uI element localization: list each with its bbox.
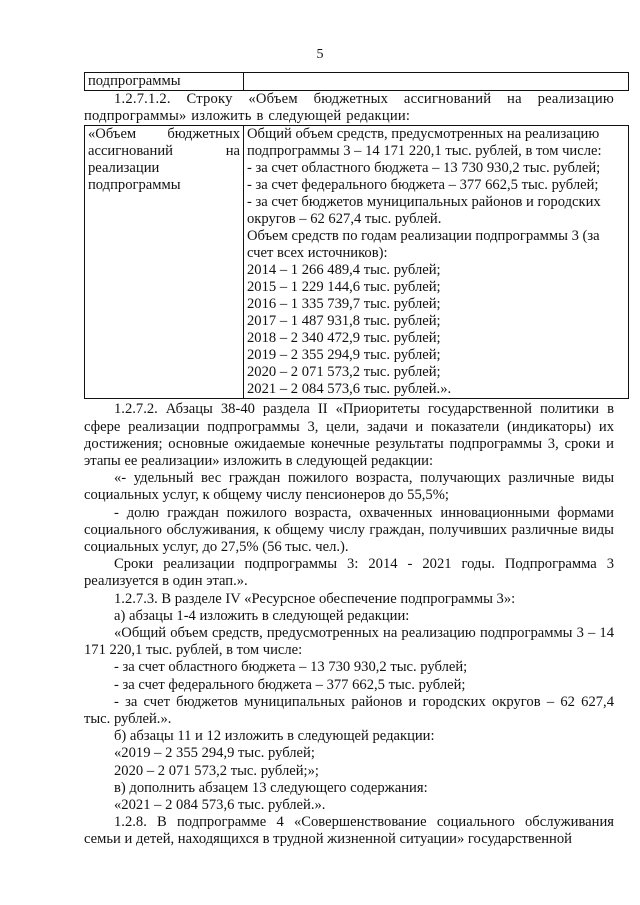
year-line: 2017 – 1 487 931,8 тыс. рублей; bbox=[247, 313, 441, 330]
year-line: 2021 – 2 084 573,6 тыс. рублей.». bbox=[247, 381, 452, 398]
paragraph: - за счет бюджетов муниципальных районов и городских округов – 62 627,4 тыс. рублей.». bbox=[84, 693, 614, 728]
value-line: Общий объем средств, предусмотренных на реализацию bbox=[247, 126, 600, 143]
paragraph: Сроки реализации подпрограммы 3: 2014 - 2021 годы. Подпрограмма 3 реализуется в один этап.». bbox=[84, 556, 614, 590]
value-line: счет всех источников): bbox=[247, 245, 388, 262]
value-line: Объем средств по годам реализации подпрограммы 3 (за bbox=[247, 228, 600, 245]
paragraph: «- удельный вес граждан пожилого возраста, получающих различные виды социальных услуг, к общему числу пенсионеров до 55,5%; bbox=[84, 470, 614, 504]
paragraph: - за счет федерального бюджета – 377 662,5 тыс. рублей; bbox=[114, 676, 466, 693]
budget-table bbox=[84, 125, 629, 399]
paragraph: - за счет областного бюджета – 13 730 930,2 тыс. рублей; bbox=[114, 659, 468, 676]
budget-table-label bbox=[85, 126, 244, 399]
paragraph: «2021 – 2 084 573,6 тыс. рублей.». bbox=[114, 797, 326, 814]
paragraph: 2020 – 2 071 573,2 тыс. рублей;»; bbox=[114, 762, 319, 779]
paragraph: - долю граждан пожилого возраста, охваченных инновационными формами социального обслуживания, к общему числу граждан, получивших различные виды социальных услуг, до 27,5% (56 тыс. чел.). bbox=[84, 504, 614, 556]
paragraph: в) дополнить абзацем 13 следующего содержания: bbox=[114, 779, 428, 796]
year-line: 2014 – 1 266 489,4 тыс. рублей; bbox=[247, 262, 441, 279]
value-line: - за счет областного бюджета – 13 730 930,2 тыс. рублей; bbox=[247, 160, 601, 177]
label-line: ассигнований на bbox=[88, 143, 240, 160]
paragraph: «Общий объем средств, предусмотренных на реализацию подпрограммы 3 – 14 171 220,1 тыс. рублей, в том числе: bbox=[84, 625, 614, 659]
year-line: 2016 – 1 335 739,7 тыс. рублей; bbox=[247, 296, 441, 313]
label-line: «Объем бюджетных bbox=[88, 126, 240, 143]
top-table-label: подпрограммы bbox=[85, 73, 244, 91]
top-table-value bbox=[244, 73, 629, 91]
year-line: 2018 – 2 340 472,9 тыс. рублей; bbox=[247, 330, 441, 347]
value-line: подпрограммы 3 – 14 171 220,1 тыс. рублей, в том числе: bbox=[247, 143, 602, 160]
value-line: округов – 62 627,4 тыс. рублей. bbox=[247, 211, 442, 228]
paragraph: «2019 – 2 355 294,9 тыс. рублей; bbox=[114, 745, 315, 762]
document-body bbox=[84, 72, 614, 849]
label-line: реализации bbox=[88, 160, 160, 177]
paragraphs bbox=[84, 401, 614, 848]
page-number: 5 bbox=[316, 47, 324, 62]
paragraph: 1.2.7.3. В разделе IV «Ресурсное обеспечение подпрограммы 3»: bbox=[114, 590, 516, 607]
paragraph-1-2-7-1-2: 1.2.7.1.2. Строку «Объем бюджетных ассигнований на реализацию подпрограммы» изложить в следующей редакции: bbox=[84, 91, 614, 125]
value-line: - за счет федерального бюджета – 377 662,5 тыс. рублей; bbox=[247, 177, 599, 194]
year-line: 2015 – 1 229 144,6 тыс. рублей; bbox=[247, 279, 441, 296]
paragraph: 1.2.7.2. Абзацы 38-40 раздела II «Приоритеты государственной политики в сфере реализации подпрограммы 3, цели, задачи и показатели (индикаторы) их достижения; основные ожидаемые конечные результаты подпрограммы 3, сроки и этапы ее реализации» изложить в следующей редакции: bbox=[84, 401, 614, 470]
budget-table-value bbox=[244, 126, 629, 399]
year-line: 2020 – 2 071 573,2 тыс. рублей; bbox=[247, 364, 441, 381]
paragraph: 1.2.8. В подпрограмме 4 «Совершенствование социального обслуживания семьи и детей, находящихся в трудной жизненной ситуации» государственной bbox=[84, 814, 614, 848]
label-line: подпрограммы bbox=[88, 177, 181, 194]
top-table-fragment bbox=[84, 72, 629, 91]
year-line: 2019 – 2 355 294,9 тыс. рублей; bbox=[247, 347, 441, 364]
paragraph: б) абзацы 11 и 12 изложить в следующей редакции: bbox=[114, 728, 435, 745]
paragraph: а) абзацы 1-4 изложить в следующей редакции: bbox=[114, 607, 410, 624]
value-line: - за счет бюджетов муниципальных районов и городских bbox=[247, 194, 601, 211]
